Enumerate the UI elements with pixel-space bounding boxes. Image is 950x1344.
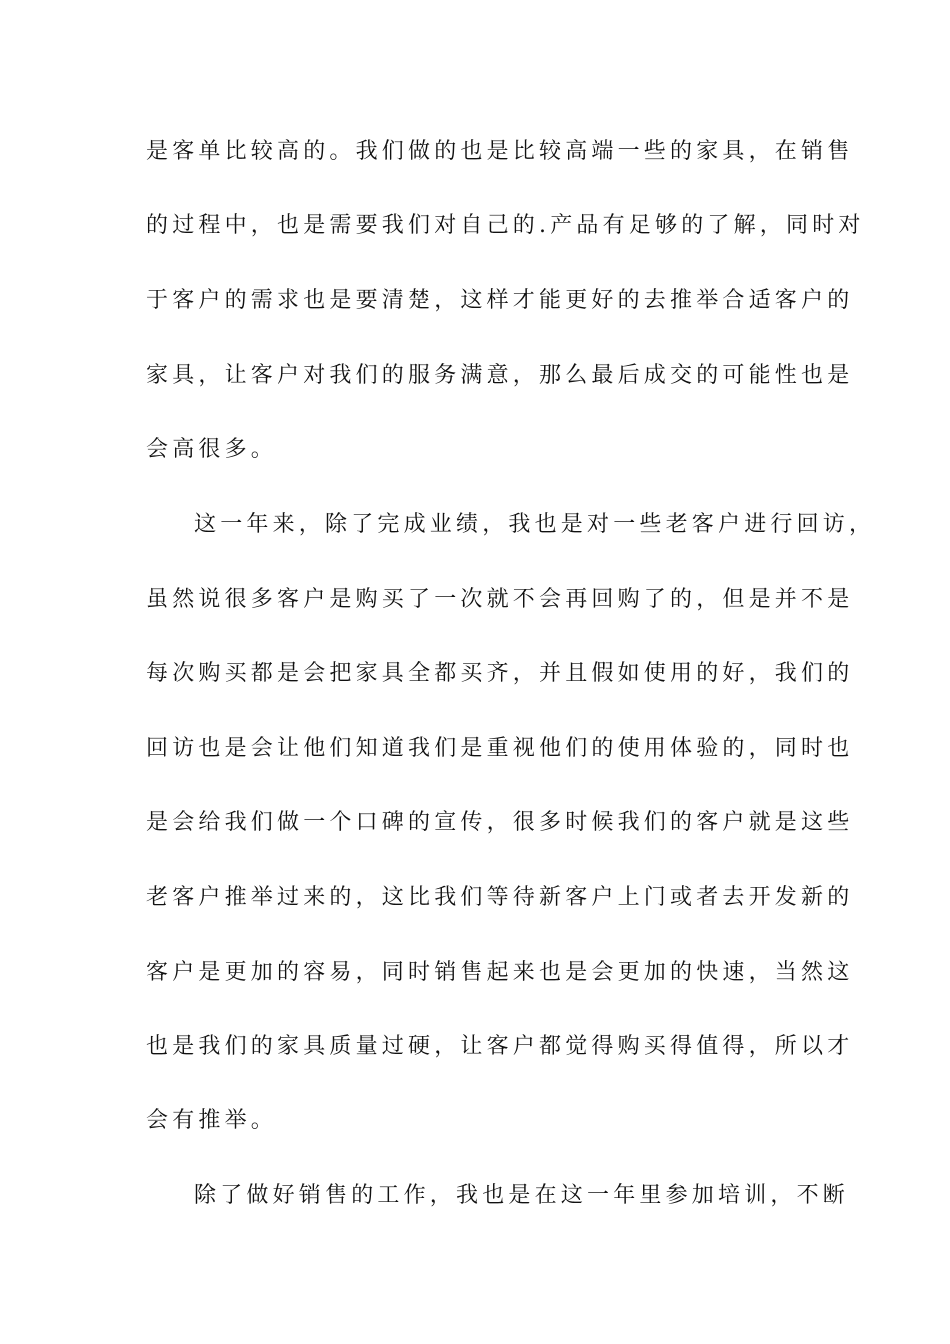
text-line: 会有推举。 [146, 1108, 278, 1133]
text-line: 的过程中，也是需要我们对自己的.产品有足够的了解，同时对 [146, 213, 865, 238]
text-line: 每次购买都是会把家具全都买齐，并且假如使用的好，我们的 [146, 661, 854, 686]
text-line: 回访也是会让他们知道我们是重视他们的使用体验的，同时也 [146, 736, 854, 761]
text-line: 客户是更加的容易，同时销售起来也是会更加的快速，当然这 [146, 960, 854, 985]
text-line: 虽然说很多客户是购买了一次就不会再回购了的，但是并不是 [146, 587, 854, 612]
text-line: 是客单比较高的。我们做的也是比较高端一些的家具，在销售 [146, 139, 854, 164]
text-line: 老客户推举过来的，这比我们等待新客户上门或者去开发新的 [146, 885, 854, 910]
text-line: 家具，让客户对我们的服务满意，那么最后成交的可能性也是 [146, 363, 854, 388]
paragraph-start-line: 除了做好销售的工作，我也是在这一年里参加培训，不断 [194, 1183, 850, 1208]
text-line: 于客户的需求也是要清楚，这样才能更好的去推举合适客户的 [146, 288, 854, 313]
text-line: 也是我们的家具质量过硬，让客户都觉得购买得值得，所以才 [146, 1034, 854, 1059]
text-line: 是会给我们做一个口碑的宣传，很多时候我们的客户就是这些 [146, 810, 854, 835]
text-line: 会高很多。 [146, 437, 278, 462]
paragraph-start-line: 这一年来，除了完成业绩，我也是对一些老客户进行回访， [194, 512, 876, 537]
